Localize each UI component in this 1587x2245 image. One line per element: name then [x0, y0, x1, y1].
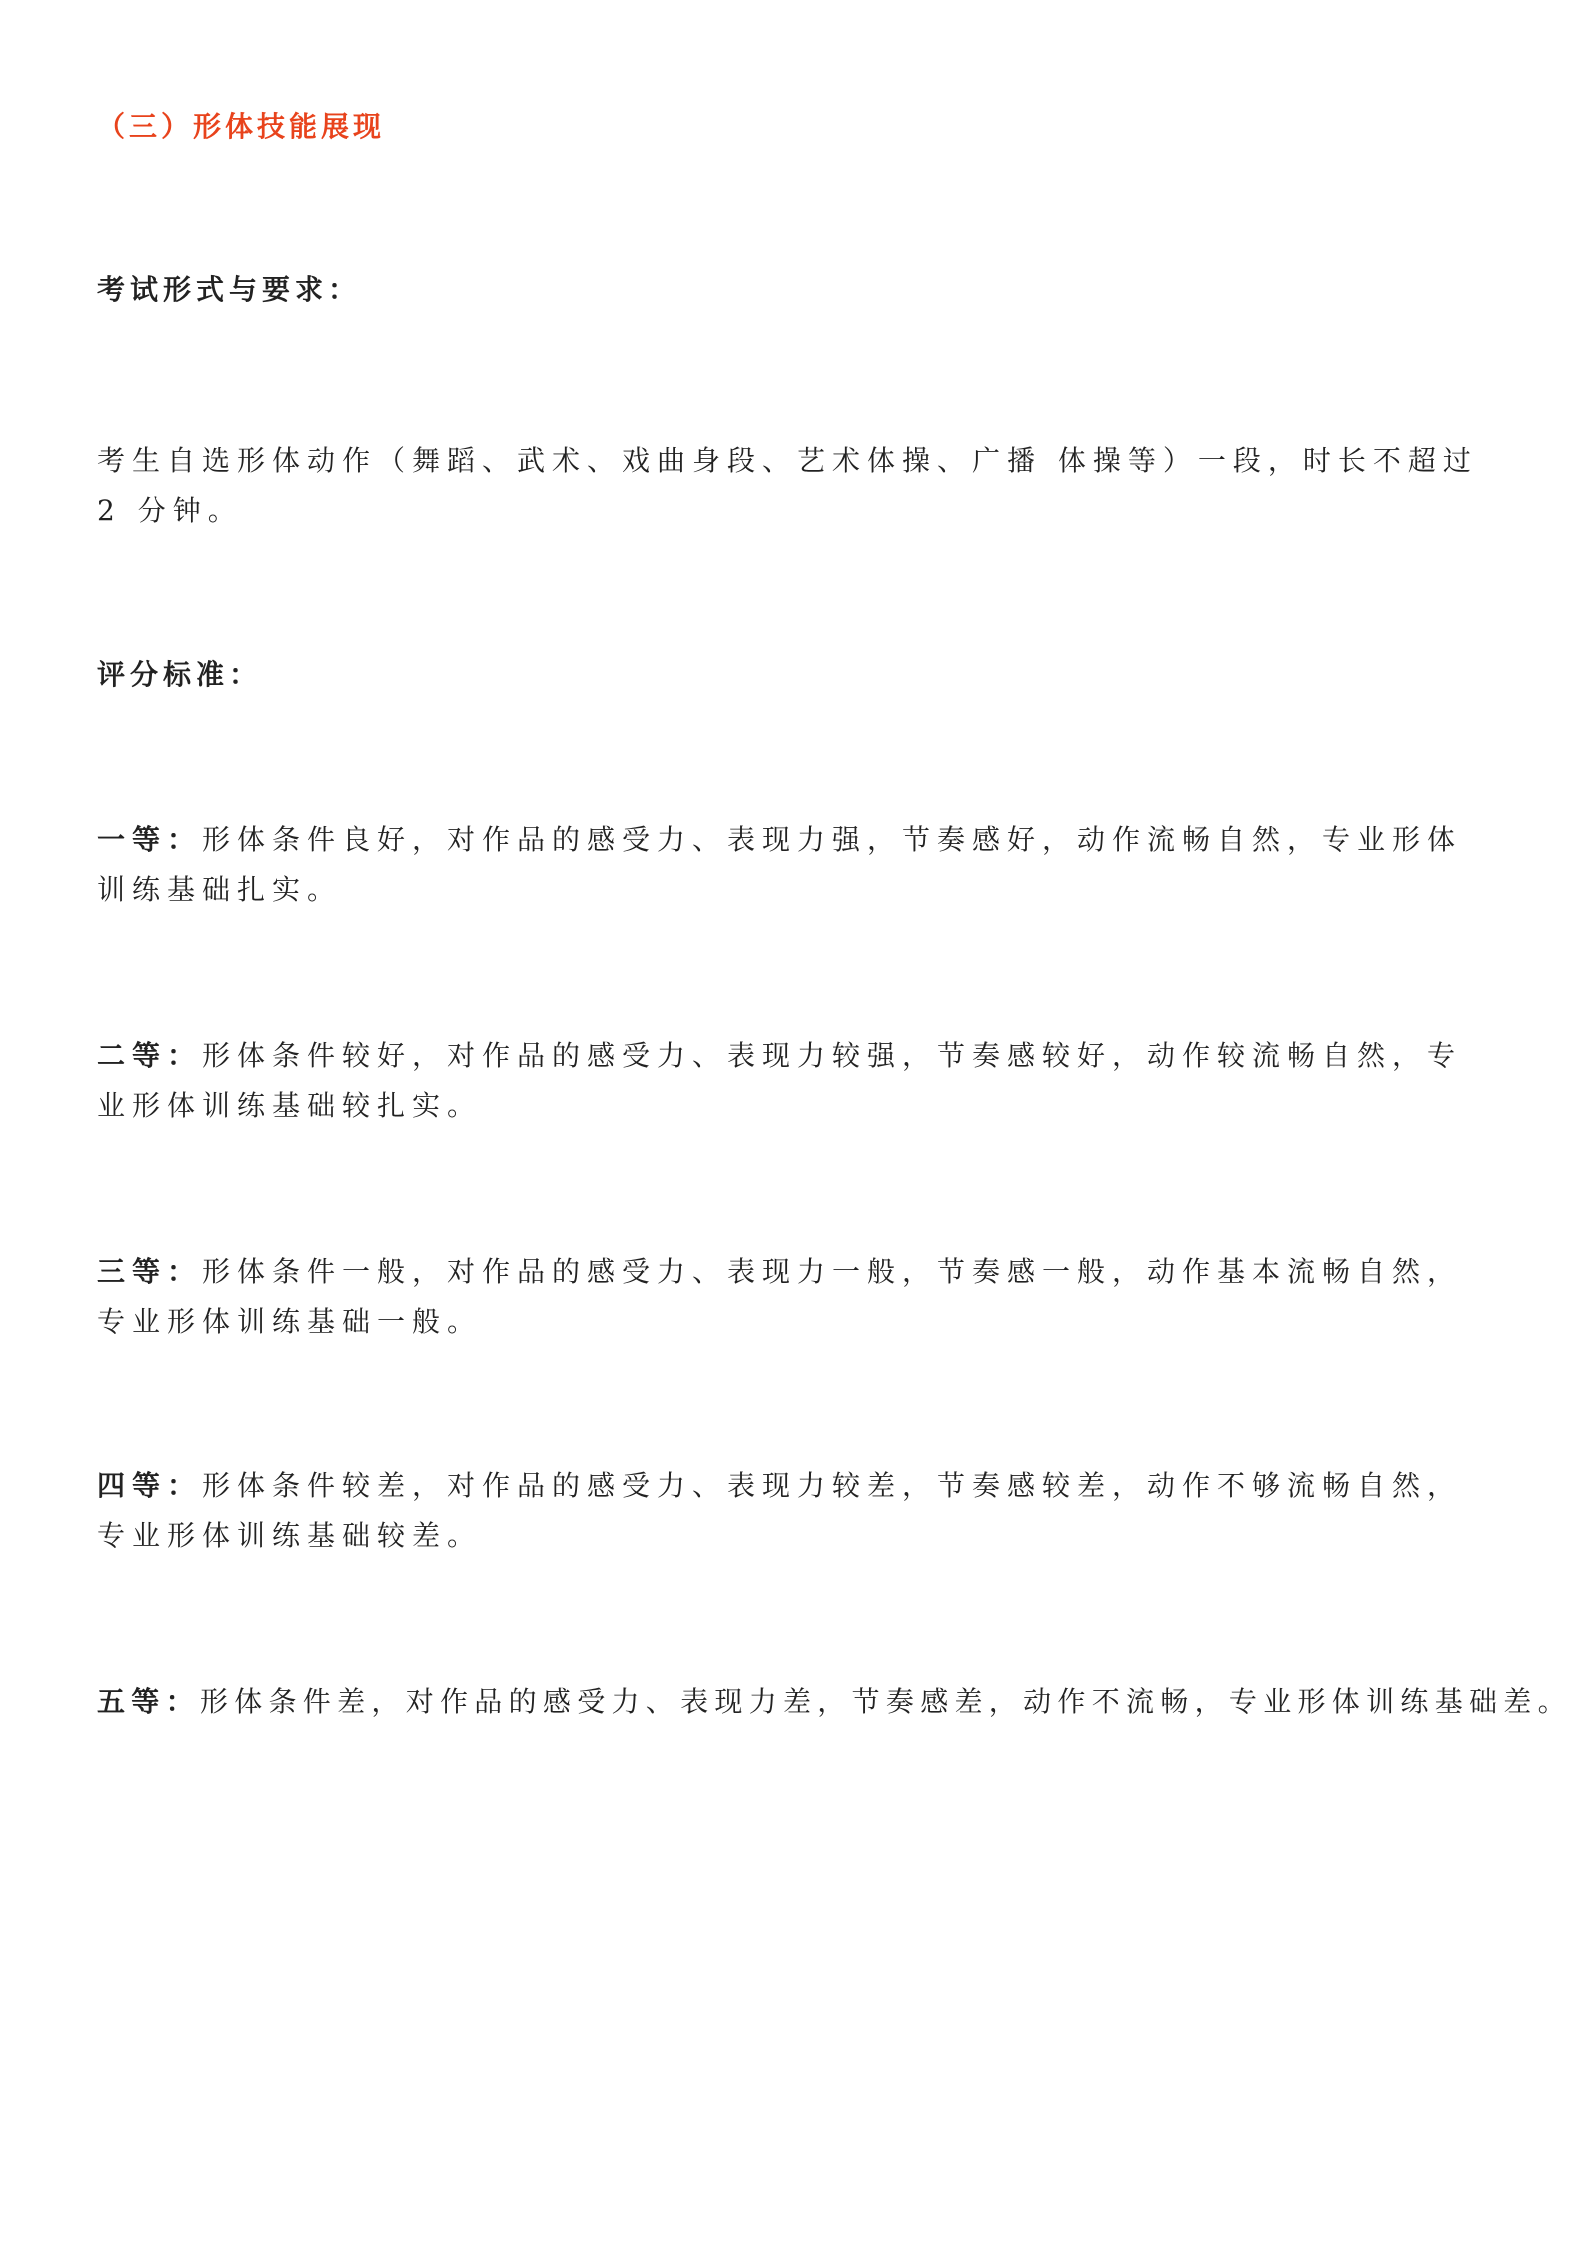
grade-text: 形体条件较差，对作品的感受力、表现力较差，节奏感较差，动作不够流畅自然，专业形体训练基础较差。: [97, 1469, 1463, 1552]
grade-text: 形体条件一般，对作品的感受力、表现力一般，节奏感一般，动作基本流畅自然，专业形体训练基础一般。: [97, 1255, 1463, 1338]
grade-label: 四等：: [97, 1469, 203, 1502]
exam-requirements-text: 考生自选形体动作（舞蹈、武术、戏曲身段、艺术体操、广播 体操等）一段，时长不超过 2 分钟。: [97, 444, 1478, 527]
grade-item-3: [97, 1247, 1497, 1347]
grade-item-4: [97, 1461, 1497, 1561]
grade-item-1: [97, 815, 1497, 915]
grade-label: 一等：: [97, 823, 203, 856]
grade-text: 形体条件较好，对作品的感受力、表现力较强，节奏感较好，动作较流畅自然，专业形体训练基础较扎实。: [97, 1039, 1463, 1122]
grade-item-5: [97, 1677, 1572, 1727]
grade-item-2: [97, 1031, 1497, 1131]
grade-label: 三等：: [97, 1255, 203, 1288]
grade-text: 形体条件差，对作品的感受力、表现力差，节奏感差，动作不流畅，专业形体训练基础差。: [199, 1685, 1572, 1718]
grade-text: 形体条件良好，对作品的感受力、表现力强，节奏感好，动作流畅自然，专业形体训练基础扎实。: [97, 823, 1463, 906]
grade-label: 五等：: [97, 1685, 200, 1718]
grade-label: 二等：: [97, 1039, 203, 1072]
scoring-criteria-heading: 评分标准：: [97, 658, 263, 691]
section-title: （三）形体技能展现: [97, 110, 386, 143]
exam-requirements-heading: 考试形式与要求：: [97, 273, 362, 306]
